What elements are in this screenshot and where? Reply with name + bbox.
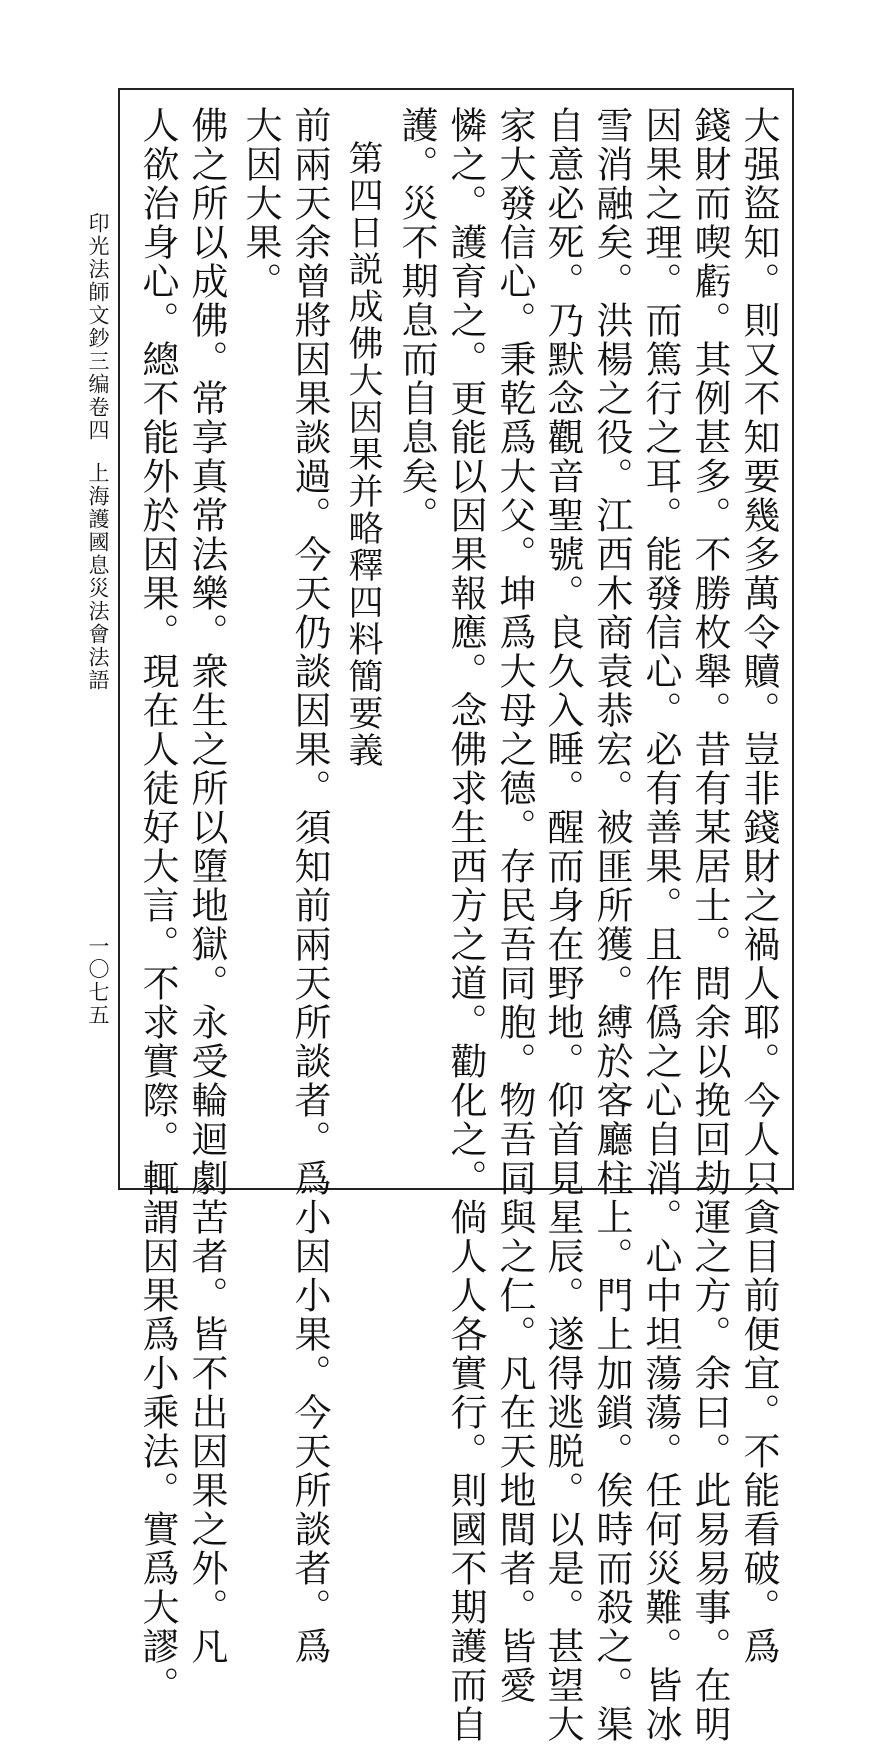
page-number: 一〇七五 (86, 935, 110, 1027)
text-column-12: 佛之所以成佛。常享真常法樂。衆生之所以墮地獄。永受輪迴劇苦者。皆不出因果之外。凡 (185, 106, 228, 1666)
text-column-7: 憐之。護育之。更能以因果報應。念佛求生西方之道。勸化之。倘人人各實行。則國不期護而自 (444, 106, 487, 1744)
text-column-10: 前兩天余曾將因果談過。今天仍談因果。須知前兩天所談者。爲小因小果。今天所談者。爲 (288, 106, 331, 1666)
book-title: 印光法師文鈔三编卷四 (86, 212, 110, 442)
text-column-6: 家大發信心。秉乾爲大父。坤爲大母之德。存民吾同胞。物吾同與之仁。凡在天地間者。皆愛 (493, 106, 536, 1705)
section-title: 上海護國息災法會法語 (86, 462, 110, 692)
text-column-13: 人欲治身心。總不能外於因果。現在人徒好大言。不求實際。輒謂因果爲小乘法。實爲大謬。 (136, 106, 179, 1705)
text-column-3: 因果之理。而篤行之耳。能發信心。必有善果。且作僞之心自消。心中坦蕩蕩。任何災難。皆冰 (639, 106, 682, 1744)
text-column-4: 雪消融矣。洪楊之役。江西木商袁恭宏。被匪所獲。縛於客廳柱上。門上加鎖。俟時而殺之。渠 (590, 106, 633, 1744)
section-heading: 第四日説成佛大因果并略釋四料簡要義 (343, 140, 383, 769)
text-column-1: 大强盜知。則又不知要幾多萬令贖。豈非錢財之禍人耶。今人只貪目前便宜。不能看破。爲 (737, 106, 780, 1666)
text-column-8: 護。災不期息而自息矣。 (395, 106, 438, 535)
text-column-5: 自意必死。乃默念觀音聖號。良久入睡。醒而身在野地。仰首見星辰。遂得逃脱。以是。甚望大 (541, 106, 584, 1744)
text-column-11: 大因大果。 (239, 106, 282, 301)
text-column-2: 錢財而喫虧。其例甚多。不勝枚舉。昔有某居士。問余以挽回劫運之方。余曰。此易易事。在明 (688, 106, 731, 1744)
